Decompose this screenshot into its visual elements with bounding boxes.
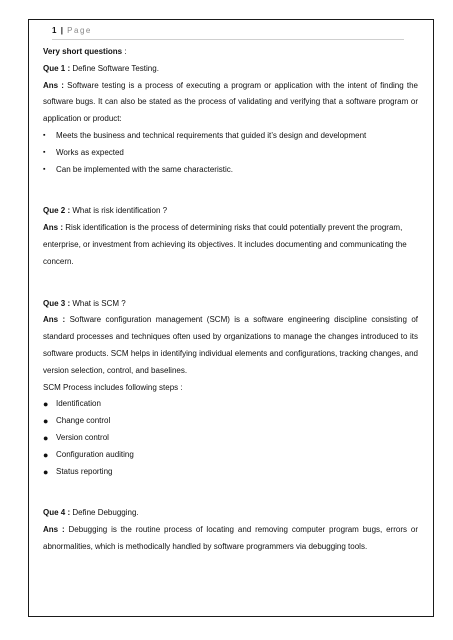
list-item-text: Change control [56, 416, 111, 426]
spacer [43, 271, 418, 296]
list-item-text: Can be implemented with the same characteristic. [56, 164, 233, 174]
answer-4-label: Ans : [43, 525, 65, 535]
page-word: Page [67, 26, 92, 35]
list-item-text: Meets the business and technical requirements that guided it’s design and development [56, 130, 367, 140]
question-4 [43, 505, 418, 522]
answer-2 [43, 220, 418, 270]
answer-2-text: Risk identification is the process of determining risks that could potentially prevent the program, enterprise, or investment from achieving its objectives. It includes documenting and communicating the concern. [43, 223, 407, 266]
list-item-text: Version control [56, 432, 109, 442]
answer-3 [43, 312, 418, 379]
answer-4 [43, 522, 418, 556]
answer-3-label: Ans : [43, 315, 66, 325]
list-item-text: Status reporting [56, 466, 113, 476]
list-item [43, 396, 418, 413]
question-2-text: What is risk identification ? [72, 206, 168, 216]
page-header [52, 25, 404, 40]
list-item [43, 464, 418, 481]
question-2-label: Que 2 : [43, 206, 71, 216]
spacer [43, 480, 418, 505]
question-1 [43, 61, 418, 78]
round-bullet-icon: ● [43, 449, 49, 460]
document-body [43, 44, 418, 556]
question-4-text: Define Debugging. [72, 508, 139, 518]
question-3-text: What is SCM ? [72, 298, 126, 308]
list-item [43, 430, 418, 447]
answer-1-label: Ans : [43, 80, 64, 90]
round-bullet-icon: ● [43, 466, 49, 477]
answer-1-bullet-list [43, 128, 418, 178]
header-separator: | [60, 26, 63, 35]
list-item [43, 413, 418, 430]
round-bullet-icon: ● [43, 416, 49, 427]
list-item [43, 162, 418, 179]
answer-4-text: Debugging is the routine process of locating and removing computer program bugs, errors or abnormalities, which is methodically handled by software programmers via debugging tools. [43, 525, 419, 551]
question-3-label: Que 3 : [43, 298, 71, 308]
square-bullet-icon: ▪ [43, 148, 46, 156]
scm-steps-intro: SCM Process includes following steps : [43, 382, 183, 392]
answer-1-text: Software testing is a process of executing a program or application with the intent of finding the software bugs. It can also be stated as the process of validating and verifying that a software program or application or product: [43, 80, 418, 124]
list-item-text: Identification [56, 399, 101, 409]
list-item-text: Configuration auditing [56, 449, 134, 459]
list-item [43, 145, 418, 162]
list-item-text: Works as expected [56, 147, 124, 157]
answer-3-text: Software configuration management (SCM) is a software engineering discipline consisting of standard processes and techniques often used by organizations to manage the changes introduced to its software products. SCM helps in identifying individual elements and configurations, tracking changes, and version selection, control, and baselines. [43, 315, 418, 375]
page-number: 1 [52, 26, 57, 35]
list-item [43, 447, 418, 464]
question-3 [43, 296, 418, 313]
answer-1 [43, 78, 418, 128]
question-4-label: Que 4 : [43, 508, 71, 518]
section-heading [43, 44, 418, 61]
square-bullet-icon: ▪ [43, 165, 46, 173]
section-title: Very short questions [43, 47, 123, 56]
answer-2-label: Ans : [43, 223, 63, 233]
question-1-text: Define Software Testing. [72, 63, 159, 73]
spacer [43, 178, 418, 203]
list-item [43, 128, 418, 145]
question-2 [43, 203, 418, 220]
round-bullet-icon: ● [43, 399, 49, 410]
round-bullet-icon: ● [43, 432, 49, 443]
scm-steps-list [43, 396, 418, 480]
square-bullet-icon: ▪ [43, 131, 46, 139]
section-suffix: : [124, 47, 127, 56]
question-1-label: Que 1 : [43, 63, 71, 73]
